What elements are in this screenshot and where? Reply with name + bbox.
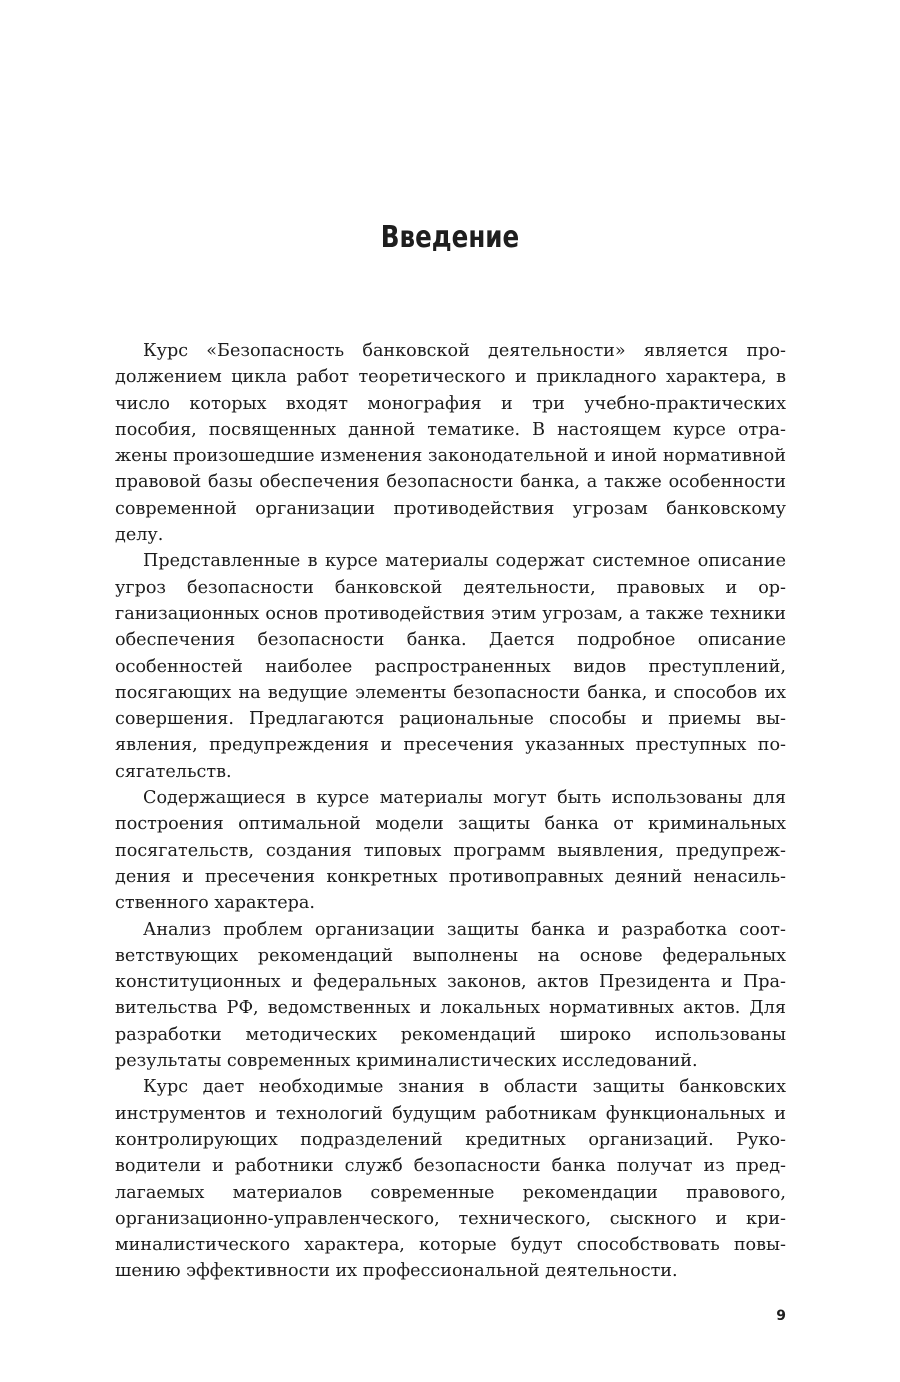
paragraph-4: Анализ проблем организации защиты банка и разработка соответствующих рекомендаций выполнены на основе федеральных конституционных и федеральных законов, актов Президента и Правительства РФ, ведомственных и локальных нормативных актов. Для разработки методических рекомендаций широко использованы результаты современных криминалистических исследований. bbox=[115, 919, 786, 1072]
chapter-title: Введение bbox=[380, 220, 520, 255]
body-text bbox=[115, 338, 786, 1285]
paragraph-1: Курс «Безопасность банковской деятельности» является продолжением цикла работ теоретического и прикладного характера, в число которых входят монография и три учебно-практических пособия, посвященных данной тематике. В настоящем курсе отражены произошедшие изменения законодательной и иной нормативной правовой базы обеспечения безопасности банка, а также особенности современной организации противодействия угрозам банковскому делу. bbox=[115, 341, 786, 546]
paragraph-5: Курс дает необходимые знания в области защиты банковских инструментов и технологий будущим работникам функциональных и контролирующих подразделений кредитных организаций. Руководители и работники служб безопасности банка получат из предлагаемых материалов современные рекомендации правового, организационно-управленческого, технического, сыскного и криминалистического характера, которые будут способствовать повышению эффективности их профессиональной деятельности. bbox=[115, 1077, 786, 1282]
paragraph-3: Содержащиеся в курсе материалы могут быть использованы для построения оптимальной модели защиты банка от криминальных посягательств, создания типовых программ выявления, предупреждения и пресечения конкретных противоправных деяний ненасильственного характера. bbox=[115, 788, 786, 914]
paragraph-2: Представленные в курсе материалы содержат системное описание угроз безопасности банковской деятельности, правовых и организационных основ противодействия этим угрозам, а также техники обеспечения безопасности банка. Дается подробное описание особенностей наиболее распространенных видов преступлений, посягающих на ведущие элементы безопасности банка, и способов их совершения. Предлагаются рациональные способы и приемы выявления, предупреждения и пресечения указанных преступных посягательств. bbox=[115, 551, 786, 782]
page-number: 9 bbox=[776, 1308, 786, 1324]
